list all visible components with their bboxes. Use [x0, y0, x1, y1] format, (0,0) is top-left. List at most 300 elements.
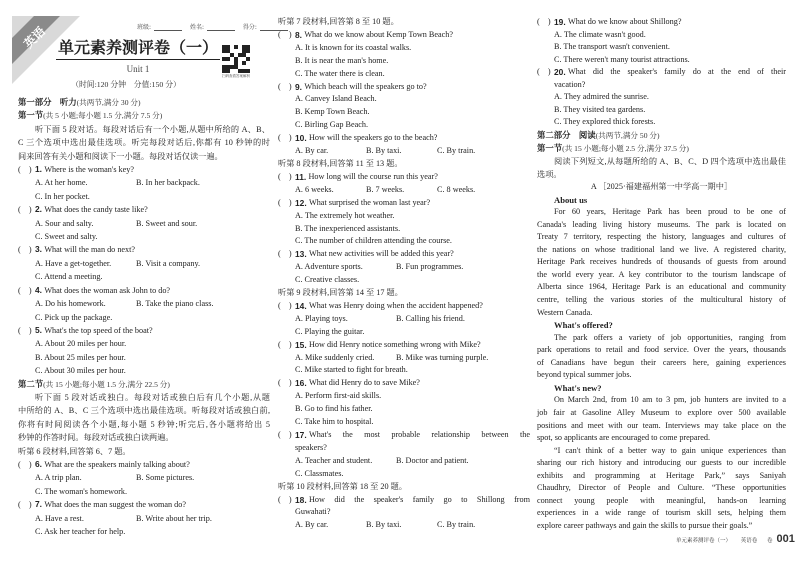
answer-option: C. 8 weeks. [437, 184, 476, 194]
question-6 [18, 458, 270, 471]
answer-option: C. Ask her teacher for help. [35, 527, 126, 536]
question-8 [278, 29, 530, 42]
qr-code-icon [222, 44, 250, 74]
answer-option: B. Fun programmes. [396, 262, 464, 272]
question-12 [278, 197, 530, 210]
question-stem [278, 132, 530, 145]
paragraph-line: 你将有时间阅读各个小题,每小题 5 秒钟;听完后,各小题将给出 5 [18, 419, 270, 429]
paragraph-line: job fair at Gasoline Alley Museum to explore over 500 available [537, 407, 786, 417]
answer-option: B. It is near the man's home. [295, 55, 389, 65]
options-row [278, 145, 530, 158]
question-number-dot: . [304, 300, 309, 311]
unit-label: Unit 1 [126, 64, 150, 74]
question-number: 15 [295, 339, 305, 350]
answer-option: C. Pick up the package. [35, 312, 113, 322]
answer-option: B. About 25 miles per hour. [35, 352, 126, 362]
question-stem [18, 284, 270, 297]
answer-option: B. Mike was turning purple. [396, 352, 489, 362]
answer-option: A. Teacher and student. [295, 455, 373, 465]
left-column [18, 96, 270, 538]
paragraph-line: C 三个选项中选出最佳选项。听完每段对话后,你都有 10 秒钟的时 [18, 138, 270, 148]
answer-option: B. Doctor and patient. [396, 455, 469, 465]
question-stem [18, 498, 270, 511]
question-stem [18, 163, 270, 176]
section-heading [537, 142, 786, 156]
options-row [278, 403, 530, 416]
answer-option: A. Have a get-together. [35, 258, 112, 268]
answer-option: C. By train. [437, 146, 476, 156]
question-text: What did Henry do to save Mike? [308, 378, 420, 388]
options-row [278, 416, 530, 429]
answer-option: A. By car. [295, 520, 329, 530]
answer-option: B. In her backpack. [136, 178, 200, 188]
question-number-dot: . [304, 494, 309, 505]
passage-title: A ［2025·福建福州第一中学高一期中］ [590, 182, 733, 192]
question-number: 5 [35, 324, 40, 335]
question-stem [278, 29, 530, 42]
page-title: 单元素养测评卷（一） [56, 38, 220, 60]
options-row [537, 41, 786, 54]
question-stem [18, 243, 270, 256]
options-row [278, 235, 530, 248]
options-row [18, 270, 270, 283]
question-5 [18, 324, 270, 337]
question-17 [278, 429, 530, 455]
paragraph-line: Heritage Park receives hundreds of thousands of guests from around [537, 257, 786, 267]
answer-option: B. They visited tea gardens. [554, 104, 646, 114]
question-14 [278, 300, 530, 313]
paragraph-line: The park offers a variety of job opportunities, ranging from [554, 332, 786, 342]
question-number-dot: . [303, 171, 309, 182]
options-row [278, 55, 530, 68]
answer-option: B. Calling his friend. [396, 313, 465, 323]
paragraph-line: the world every year. A key contributor to the tourism landscape of [537, 269, 786, 279]
answer-blank[interactable]: ( ) [18, 205, 32, 215]
answer-option: C. Playing the guitar. [295, 326, 365, 336]
answer-option: C. About 30 miles per hour. [35, 366, 126, 376]
middle-column [278, 16, 530, 532]
answer-option: B. Go to find his father. [295, 404, 373, 414]
options-row [278, 261, 530, 274]
score-label: 得分: [242, 24, 257, 31]
paragraph-line: 间来回答有关小题和阅读下一小题。每段对话仅读一遍。 [18, 151, 223, 161]
question-number-dot: . [304, 430, 309, 440]
options-row [18, 297, 270, 310]
passage-subheading: What's offered? [554, 320, 613, 331]
paragraph-line: Chaudhry, Director of People and Culture. “These opportunities [537, 483, 786, 493]
question-text: What are the speakers mainly talking about? [44, 459, 190, 469]
answer-option: B. Kemp Town Beach. [295, 107, 370, 117]
answer-option: B. By taxi. [366, 146, 402, 156]
question-number-dot: . [39, 204, 45, 215]
question-text: What new activities will be added this year? [308, 249, 454, 259]
answer-option: A. A trip plan. [35, 473, 82, 483]
question-20 [537, 66, 786, 91]
footer-page-prefix: 卷 [767, 538, 773, 544]
answer-option: A. Sour and salty. [35, 218, 94, 228]
question-text: What will the man do next? [44, 245, 136, 255]
answer-blank[interactable]: ( ) [278, 339, 292, 349]
paragraph-line: beyond typical summer jobs. [537, 370, 632, 380]
question-stem [278, 377, 530, 390]
question-stem [18, 324, 270, 337]
answer-option: C. Creative classes. [295, 275, 360, 285]
question-number: 3 [35, 244, 40, 255]
answer-option: A. Do his homework. [35, 299, 106, 309]
paragraph-line: 听下面 5 段对话或独白。每段对话或独白后有几个小题,从题 [35, 392, 270, 402]
question-text: What surprised the woman last year? [308, 197, 431, 207]
question-number: 16 [295, 378, 305, 389]
answer-option: B. Take the piano class. [136, 299, 214, 309]
paragraph [537, 206, 786, 319]
question-number-dot: . [299, 29, 305, 40]
answer-blank[interactable]: ( ) [278, 133, 292, 143]
answer-option: C. The water there is clean. [295, 68, 385, 78]
question-stem [278, 300, 530, 313]
question-text: What's the most probable relationship between the [308, 430, 530, 439]
answer-option: A. Have a rest. [35, 513, 84, 523]
page-number: 001 [776, 533, 795, 545]
question-number-dot: . [299, 81, 305, 92]
answer-option: B. Some pictures. [136, 473, 195, 483]
question-text: What does the man suggest the woman do? [44, 500, 186, 510]
answer-blank[interactable]: ( ) [18, 245, 32, 255]
question-text-continued: Guwahati? [295, 507, 331, 517]
answer-option: B. The transport wasn't convenient. [554, 42, 670, 52]
answer-option: A. The extremely hot weather. [295, 210, 395, 220]
options-row [278, 119, 530, 132]
paragraph-line: 听下面 5 段对话。每段对话后有一个小题,从题中所给的 A、B、 [35, 124, 270, 134]
options-row [18, 337, 270, 350]
question-number: 8 [295, 29, 300, 40]
answer-option: A. Adventure sports. [295, 262, 363, 272]
answer-blank[interactable]: ( ) [537, 67, 551, 77]
options-row [278, 210, 530, 223]
question-19 [537, 16, 786, 29]
answer-option: C. The number of children attending the course. [295, 236, 452, 246]
question-stem [278, 248, 530, 261]
answer-blank[interactable]: ( ) [278, 430, 292, 439]
options-row [537, 116, 786, 129]
answer-option: A. The climate wasn't good. [554, 29, 646, 39]
answer-blank[interactable]: ( ) [278, 249, 292, 259]
paragraph [537, 445, 786, 533]
options-row [278, 274, 530, 287]
options-row [18, 485, 270, 498]
question-10 [278, 132, 530, 145]
question-number-dot: . [563, 67, 568, 78]
answer-option: A. Perform first-aid skills. [295, 391, 382, 401]
answer-blank[interactable]: ( ) [278, 300, 292, 310]
question-16 [278, 377, 530, 390]
name-label: 姓名: [189, 24, 204, 31]
paragraph-line: Alberta since 1964, Heritage Park is an educational and community [537, 282, 786, 292]
question-number: 20 [554, 67, 564, 78]
options-row [278, 223, 530, 236]
options-row [278, 106, 530, 119]
options-row [278, 93, 530, 106]
options-row [537, 29, 786, 42]
answer-blank[interactable]: ( ) [537, 17, 551, 26]
paragraph-line: 阅读下列短文,从每题所给的 A、B、C、D 四个选项中选出最佳 [554, 157, 786, 167]
options-row [537, 54, 786, 67]
listening-instruction: 听第 9 段材料,回答第 14 至 17 题。 [278, 288, 403, 298]
section-heading [18, 109, 270, 122]
right-column [537, 16, 786, 532]
answer-option: B. Visit a company. [136, 258, 201, 268]
paragraph-line: Western Canada. [537, 307, 593, 317]
options-row [278, 455, 530, 468]
answer-blank[interactable]: ( ) [18, 500, 32, 510]
question-number: 10 [295, 133, 305, 144]
time-score-info: （时间:120 分钟 分值:150 分） [71, 80, 181, 89]
section-note: (共 15 小题;每小题 1.5 分,满分 22.5 分) [43, 379, 170, 389]
question-number-dot: . [39, 499, 45, 510]
options-row [278, 313, 530, 326]
paragraph [537, 332, 786, 382]
answer-blank[interactable]: ( ) [18, 459, 32, 469]
section-title: 第一节 [537, 143, 563, 154]
footer-title: 单元素养测评卷（一） [676, 538, 732, 544]
name-field[interactable] [207, 23, 235, 31]
options-row [18, 471, 270, 484]
class-field[interactable] [154, 23, 182, 31]
question-11 [278, 171, 530, 184]
paragraph-line: spot, so applicants are encouraged to come prepared. [537, 433, 711, 443]
subject-ribbon-text: 英语 [21, 24, 49, 52]
question-stem [278, 197, 530, 210]
qr-caption: 扫码查看答案解析 [222, 74, 250, 78]
paragraph [18, 391, 270, 445]
question-number-dot: . [304, 339, 309, 350]
section-note: (共两节,满分 30 分) [76, 98, 141, 107]
question-number-dot: . [39, 324, 45, 335]
paragraph-line: centre, telling the various stories of the multicultural history of [537, 295, 786, 305]
passage-subheading: About us [554, 194, 588, 205]
question-text: What was Henry doing when the accident happened? [308, 300, 483, 310]
options-row [278, 326, 530, 339]
question-number: 14 [295, 300, 305, 311]
question-number: 7 [35, 499, 40, 510]
section-note: (共 15 小题;每小题 2.5 分,满分 37.5 分) [562, 144, 689, 154]
listening-instruction: 听第 10 段材料,回答第 18 至 20 题。 [278, 481, 407, 491]
question-number: 2 [35, 204, 40, 215]
options-row [18, 190, 270, 203]
section-heading [18, 96, 270, 109]
answer-option: C. Classmates. [295, 468, 344, 478]
question-number-dot: . [39, 458, 45, 469]
paragraph-line: of Canadians have begun their careers here, gaining experiences [537, 357, 786, 367]
section-heading [18, 378, 270, 391]
paragraph-line: Canada's leading living history museums. The park is located on [537, 219, 786, 229]
class-label: 班级: [137, 24, 152, 31]
listening-instruction: 听第 8 段材料,回答第 11 至 13 题。 [278, 158, 403, 168]
answer-option: A. Canvey Island Beach. [295, 94, 377, 104]
question-number-dot: . [39, 284, 45, 295]
question-stem [278, 494, 530, 507]
paragraph-line: connect young people with meaningful, hands-on learning [537, 495, 786, 505]
question-number: 13 [295, 249, 305, 260]
question-stem [278, 429, 530, 442]
answer-option: B. The inexperienced assistants. [295, 223, 401, 233]
question-number: 9 [295, 81, 300, 92]
section-title: 第一节 [18, 110, 44, 121]
answer-option: C. Mike started to fight for breath. [295, 365, 408, 375]
paragraph-line: exhibits and programming at Heritage Park,” says Saniyah [537, 470, 786, 480]
options-row [278, 68, 530, 81]
question-text: How long will the course run this year? [308, 171, 438, 181]
answer-option: A. Playing toys. [295, 313, 348, 323]
answer-blank[interactable]: ( ) [18, 285, 32, 295]
question-number: 18 [295, 494, 305, 505]
options-row [18, 230, 270, 243]
question-number-dot: . [304, 378, 309, 389]
options-row [278, 42, 530, 55]
options-row [278, 364, 530, 377]
answer-option: C. In her pocket. [35, 191, 90, 201]
question-text: What does the woman ask John to do? [44, 285, 171, 295]
answer-option: C. There weren't many tourist attractions. [554, 54, 690, 64]
answer-option: C. Attend a meeting. [35, 272, 103, 282]
answer-blank[interactable]: ( ) [278, 171, 292, 181]
section-note: (共 5 小题;每小题 1.5 分,满分 7.5 分) [43, 111, 163, 121]
footer-subject: 英语卷 [740, 538, 758, 544]
answer-option: A. They admired the sunrise. [554, 92, 649, 102]
answer-option: C. Take him to hospital. [295, 417, 374, 427]
question-text: What did the speaker's family do at the end of their [567, 67, 786, 77]
question-4 [18, 284, 270, 297]
answer-blank[interactable]: ( ) [278, 29, 292, 39]
section-title: 第二节 [18, 378, 44, 389]
question-stem [278, 81, 530, 94]
listening-instruction: 听第 7 段材料,回答第 8 至 10 题。 [278, 17, 399, 26]
answer-option: A. It is known for its coastal walks. [295, 42, 412, 52]
question-stem [278, 339, 530, 352]
question-1 [18, 163, 270, 176]
paragraph-line: park operations to retail and food service. Over the years, thousands [537, 345, 786, 355]
paragraph-line: For 60 years, Heritage Park has been proud to be one of [554, 207, 786, 217]
answer-option: B. 7 weeks. [366, 184, 405, 194]
section-title: 第一部分 听力 [18, 97, 77, 107]
question-number: 6 [35, 458, 40, 469]
question-text: How did Henry notice something wrong with Mike? [308, 339, 481, 349]
answer-option: A. At her home. [35, 178, 88, 188]
question-number-dot: . [563, 17, 568, 27]
options-row [18, 512, 270, 525]
question-15 [278, 339, 530, 352]
answer-option: C. Sweet and salty. [35, 232, 98, 242]
section-note: (共两节,满分 50 分) [595, 130, 660, 140]
question-number: 4 [35, 284, 40, 295]
question-number: 1 [35, 164, 40, 175]
options-row [18, 364, 270, 377]
question-number: 19 [554, 17, 564, 27]
question-text: What do we know about Kemp Town Beach? [304, 29, 453, 39]
paragraph-line: On March 2nd, from 10 am to 3 pm, job hunters are invited to a [554, 395, 786, 405]
paragraph [537, 394, 786, 444]
question-number: 17 [295, 430, 305, 440]
section-heading [537, 129, 786, 143]
question-number: 12 [295, 197, 305, 208]
question-number-dot: . [304, 133, 309, 144]
paragraph [537, 156, 786, 181]
question-text: What do we know about Shillong? [567, 17, 682, 26]
question-text: How will the speakers go to the beach? [308, 133, 438, 143]
paragraph-line: the nations on whose traditional land we live. A registered charity, [537, 244, 786, 254]
paragraph-line: positions and meet with our team. Interviews may take place on the [537, 420, 786, 430]
answer-blank[interactable]: ( ) [278, 197, 292, 207]
question-text: What's the top speed of the boat? [44, 325, 153, 335]
question-number-dot: . [39, 164, 45, 175]
answer-option: A. Mike suddenly cried. [295, 352, 375, 362]
answer-option: C. The woman's homework. [35, 486, 128, 496]
question-number-dot: . [304, 249, 309, 260]
paragraph-line: “I can't think of a better way to gain unique experiences than [554, 445, 786, 455]
paragraph-line: explore career pathways and gain the skills to pursue their goals.” [537, 520, 753, 530]
options-row [537, 104, 786, 117]
paragraph-line: Treaty 7 territory, respecting the history, languages and cultures of [537, 232, 786, 242]
question-7 [18, 498, 270, 511]
options-row [537, 91, 786, 104]
question-stem [18, 203, 270, 216]
options-row [278, 390, 530, 403]
answer-blank[interactable]: ( ) [278, 378, 292, 388]
page-footer [676, 533, 795, 545]
paragraph-line: sharing our rich history and introducing our guests to our incredible [537, 458, 786, 468]
options-row [18, 176, 270, 189]
answer-blank[interactable]: ( ) [278, 494, 292, 504]
answer-option: C. Birling Gap Beach. [295, 120, 368, 130]
answer-option: C. They explored thick forests. [554, 117, 656, 127]
question-text-continued: vacation? [554, 79, 586, 89]
listening-instruction: 听第 6 段材料,回答第 6、7 题。 [18, 446, 131, 456]
options-row [278, 352, 530, 365]
question-text: Where is the woman's key? [44, 165, 135, 175]
question-text: Which beach will the speakers go to? [304, 81, 427, 91]
question-number-dot: . [304, 197, 309, 208]
question-text: What does the candy taste like? [44, 205, 148, 215]
answer-blank[interactable]: ( ) [18, 325, 32, 335]
question-text-continued: speakers? [295, 442, 327, 452]
answer-option: B. Sweet and sour. [136, 218, 198, 228]
options-row [18, 351, 270, 364]
answer-option: B. By taxi. [366, 520, 402, 530]
section-title: 第二部分 阅读 [537, 129, 596, 140]
student-info-fields [137, 22, 294, 31]
question-9 [278, 81, 530, 94]
question-number-dot: . [39, 244, 45, 255]
question-3 [18, 243, 270, 256]
paragraph-line: 中所给的 A、B、C 三个选项中选出最佳选项。听每段对话或独白前, [18, 406, 270, 416]
answer-option: A. 6 weeks. [295, 184, 334, 194]
options-row [18, 311, 270, 324]
paragraph-line: experiences in a wide range of tourism skill sets, helping them [537, 508, 786, 518]
answer-option: A. About 20 miles per hour. [35, 339, 127, 349]
options-row [278, 519, 530, 532]
paragraph [18, 123, 270, 163]
question-13 [278, 248, 530, 261]
question-number: 11 [295, 171, 304, 182]
answer-blank[interactable]: ( ) [278, 81, 292, 91]
answer-blank[interactable]: ( ) [18, 165, 32, 175]
options-row [18, 217, 270, 230]
passage-subheading: What's new? [554, 382, 602, 393]
question-stem [537, 16, 786, 29]
answer-option: A. By car. [295, 146, 329, 156]
options-row [18, 525, 270, 538]
question-text: How did the speaker's family go to Shillong from [308, 494, 530, 504]
question-stem [537, 66, 786, 79]
